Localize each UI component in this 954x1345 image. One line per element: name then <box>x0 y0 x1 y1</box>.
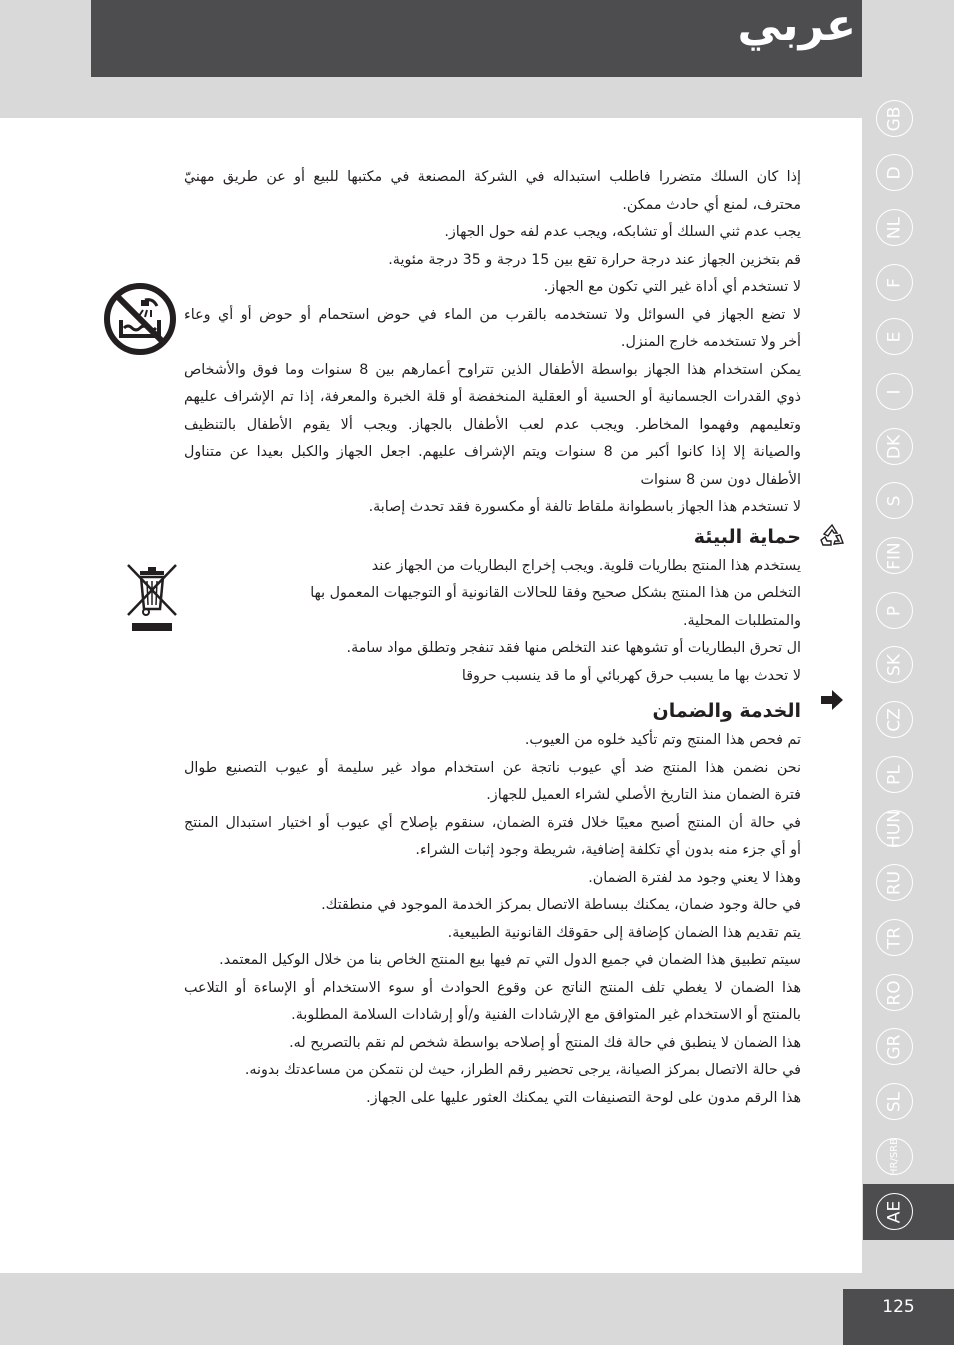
tab-language-i[interactable]: I <box>876 373 913 410</box>
tab-language-dk[interactable]: DK <box>876 428 913 465</box>
tab-language-s[interactable]: S <box>876 482 913 519</box>
service-line: فترة الضمان منذ التاريخ الأصلي لشراء العميل للجهاز. <box>486 787 801 803</box>
service-line: سيتم تطبيق هذا الضمان في جميع الدول التي تم فيها بيع المنتج الخاص بنا من خلال الوكيل المعتمد. <box>219 952 801 968</box>
environment-line: والمتطلبات المحلية. <box>682 612 801 629</box>
environment-line: التخلص من هذا المنتج بشكل صحيح وفقا للحالات القانونية أو التوجيهات المعمول بها <box>310 585 801 601</box>
header-bar <box>91 0 862 77</box>
intro-line: لا تستخدم أي أداة غير التي تكون مع الجهاز. <box>543 279 801 295</box>
tab-language-cz[interactable]: CZ <box>876 701 913 738</box>
service-line: وهذا لا يعني وجود مد لفترة الضمان. <box>588 869 801 886</box>
service-line: نحن نضمن هذا المنتج ضد أي عيوب ناتجة عن استخدام مواد غير سليمة أو عيوب التصنيع طوال <box>184 759 801 776</box>
footer-band <box>337 1273 843 1345</box>
intro-line: والصيانة إلا إذا كانوا أكبر من 8 سنوات ويتم الإشراف عليهم. اجعل الجهاز والكبل بعيدا عن متناول <box>184 444 801 460</box>
tab-language-e[interactable]: E <box>876 318 913 355</box>
active-language-bar <box>863 1184 954 1240</box>
intro-line: ذوي القدرات الجسمانية أو الحسية أو العقلية المنخفضة أو قلة الخبرة والمعرفة، إذا تم الإشراف عليهم <box>184 389 801 405</box>
intro-line: محترف، لمنع أي حادث ممكن. <box>622 196 801 213</box>
intro-line: أخر ولا تستخدمه خارج المنزل. <box>620 334 801 350</box>
tab-language-f[interactable]: F <box>876 264 913 301</box>
environment-line: يستخدم هذا المنتج بطاريات قلوية. ويجب إخراج البطاريات من الجهاز عند <box>371 557 801 574</box>
service-line: هذا الضمان لا يغطي تلف المنتج الناتج عن وقوع الحوادث أو سوء الاستخدام أو الإساءة أو التلاعب <box>184 979 801 996</box>
language-sidebar <box>863 95 954 1245</box>
tab-language-tr[interactable]: TR <box>876 919 913 956</box>
intro-line: لا تستخدم هذا الجهاز باسطوانة ملقاط تالفة أو مكسورة فقد تحدث إصابة. <box>368 499 801 515</box>
tab-language-ae[interactable]: AE <box>876 1193 913 1230</box>
intro-line: إذا كان السلك متضررا فاطلب استبداله في الشركة المصنعة في مكتبها للبيع أو عن طريق مهنيّ <box>184 169 801 185</box>
environment-line: لا تحدث بها ما يسبب حرق كهربائي أو ما قد ينسبب حروقا <box>461 667 801 684</box>
service-line: تم فحص هذا المنتج وتم تأكيد خلوه من العيوب. <box>524 732 801 748</box>
tab-language-ro[interactable]: RO <box>876 974 913 1011</box>
service-line: هذا الرقم مدون على لوحة التصنيفات التي يمكنك العثور عليها على الجهاز. <box>366 1089 801 1106</box>
intro-line: يمكن استخدام هذا الجهاز بواسطة الأطفال الذين تتراوح أعمارهم بين 8 سنوات وما فوق والأشخاص <box>184 361 801 378</box>
tab-language-p[interactable]: P <box>876 592 913 629</box>
service-line: أو أي جزء منه بدون أي تكلفة إضافية، شريطة وجود إثبات الشراء. <box>415 842 801 858</box>
intro-line: الأطفال دون سن 8 سنوات <box>640 471 801 488</box>
page-number: 125 <box>882 1297 915 1317</box>
tab-language-pl[interactable]: PL <box>876 756 913 793</box>
tab-language-ru[interactable]: RU <box>876 864 913 901</box>
intro-line: قم بتخزين الجهاز عند درجة حرارة تقع بين 15 درجة و 35 درجة مئوية. <box>388 251 801 268</box>
service-line: في حالة أن المنتج أصبح معيبًا خلال فترة الضمان، سنقوم بإصلاح أي عيوب أو اختيار استبدال المنتج <box>184 814 801 831</box>
body-text <box>184 164 801 1112</box>
tab-language-gb[interactable]: GB <box>876 100 913 137</box>
tab-language-sl[interactable]: SL <box>876 1083 913 1120</box>
tab-language-fin[interactable]: FIN <box>876 537 913 574</box>
environment-line: ال تحرق البطاريات أو تشوهها عند التخلص منها فقد تنفجر وتطلق مواد سامة. <box>346 640 801 656</box>
intro-line: يجب عدم ثني السلك أو تشابكه، ويجب عدم لفه حول الجهاز. <box>444 224 801 240</box>
crossed-out-bin-icon <box>124 561 180 633</box>
tab-language-sk[interactable]: SK <box>876 646 913 683</box>
intro-line: وتعليمهم وفهموا المخاطر. ويجب عدم لعب الأطفال بالجهاز. ويجب ألا يقوم الأطفال بالتنظيف <box>184 416 801 433</box>
service-line: في حالة وجود ضمان، يمكنك ببساطة الاتصال بمركز الخدمة الموجود في منطقتك. <box>321 897 801 913</box>
intro-line: لا تضع الجهاز في السوائل ولا تستخدمه بالقرب من الماء في حوض استحمام أو حوض أو أي وعاء <box>184 306 801 323</box>
tab-language-hr-srb[interactable]: HR/SRB <box>876 1138 913 1175</box>
service-line: هذا الضمان لا ينطبق في حالة فك المنتج أو إصلاحه بواسطة شخص لم نقم بالتصريح له. <box>289 1034 801 1051</box>
service-line: بالمنتج أو الاستخدام غير المتوافق مع الإرشادات الفنية و/أو إرشادات السلامة المطلوبة. <box>291 1007 801 1023</box>
service-heading: الخدمة والضمان <box>652 700 801 722</box>
tab-language-hun[interactable]: HUN <box>876 810 913 847</box>
environment-heading: حماية البيئة <box>693 525 801 548</box>
page-number-box <box>843 1289 954 1345</box>
arrow-right-icon <box>820 689 844 711</box>
page-title: عربي <box>737 0 856 51</box>
no-water-icon <box>103 282 177 356</box>
recycle-icon <box>818 522 846 550</box>
tab-language-nl[interactable]: NL <box>876 209 913 246</box>
tab-language-d[interactable]: D <box>876 154 913 191</box>
tab-language-gr[interactable]: GR <box>876 1028 913 1065</box>
service-line: يتم تقديم هذا الضمان كإضافة إلى حقوقك القانونية الطبيعية. <box>447 924 801 941</box>
service-line: في حالة الاتصال بمركز الصيانة، يرجى تحضير رقم الطراز، حيث لن نتمكن من مساعدتك بدونه. <box>244 1062 801 1078</box>
